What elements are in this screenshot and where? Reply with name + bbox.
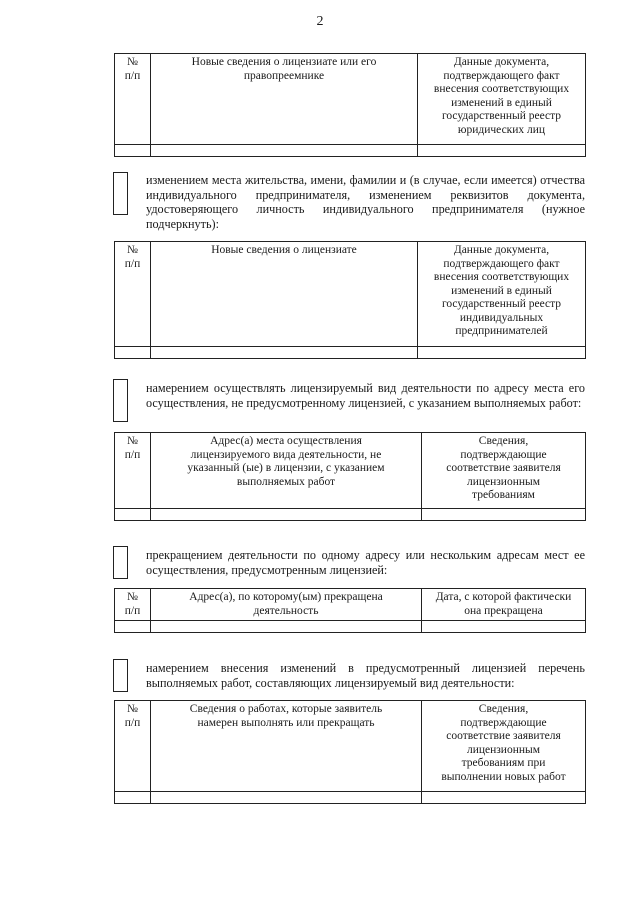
- column-header-termination-date: Дата, с которой фактически она прекращена: [422, 589, 586, 621]
- table-cell[interactable]: [115, 792, 151, 804]
- legal-entity-changes-table: [114, 53, 586, 157]
- column-header-new-info: Новые сведения о лицензиате или его правопреемнике: [151, 54, 418, 145]
- column-header-new-info: Новые сведения о лицензиате: [151, 242, 418, 347]
- table-row: [115, 347, 586, 359]
- option-checkbox-residence-change[interactable]: [113, 172, 128, 215]
- table-cell[interactable]: [115, 145, 151, 157]
- table-cell[interactable]: [151, 509, 422, 521]
- option-checkbox-new-address[interactable]: [113, 379, 128, 422]
- table-cell[interactable]: [151, 792, 422, 804]
- option-text-works-change: намерением внесения изменений в предусмотренный лицензией перечень выполняемых работ, составляющих лицензируемый вид деятельности:: [146, 661, 585, 690]
- column-header-number: № п/п: [115, 589, 151, 621]
- table-row: [115, 792, 586, 804]
- option-checkbox-termination[interactable]: [113, 546, 128, 579]
- table-header-row: [115, 589, 586, 621]
- entrepreneur-changes-table: [114, 241, 586, 359]
- column-header-document-data: Данные документа, подтверждающего факт внесения соответствующих изменений в единый государственный реестр индивидуальных предпринимателей: [418, 242, 586, 347]
- column-header-address: Адрес(а), по которому(ым) прекращена деятельность: [151, 589, 422, 621]
- table-row: [115, 509, 586, 521]
- table-cell[interactable]: [115, 621, 151, 633]
- column-header-document-data: Данные документа, подтверждающего факт внесения соответствующих изменений в единый государственный реестр юридических лиц: [418, 54, 586, 145]
- table-header-row: [115, 242, 586, 347]
- table-row: [115, 145, 586, 157]
- option-text-residence-change: изменением места жительства, имени, фамилии и (в случае, если имеется) отчества индивидуального предпринимателя, изменением реквизитов документа, удостоверяющего личность индивидуального предпринимателя (нужное подчеркнуть):: [146, 173, 585, 231]
- table-cell[interactable]: [151, 621, 422, 633]
- table-cell[interactable]: [418, 145, 586, 157]
- new-address-table: [114, 432, 586, 521]
- option-text-termination: прекращением деятельности по одному адресу или нескольким адресам мест ее осуществления, предусмотренным лицензией:: [146, 548, 585, 577]
- column-header-number: № п/п: [115, 701, 151, 792]
- column-header-address: Адрес(а) места осуществления лицензируемого вида деятельности, не указанный (ые) в лицензии, с указанием выполняемых работ: [151, 433, 422, 509]
- page-number: 2: [316, 14, 324, 29]
- column-header-compliance-info: Сведения, подтверждающие соответствие заявителя лицензионным требованиям: [422, 433, 586, 509]
- option-text-new-address: намерением осуществлять лицензируемый вид деятельности по адресу места его осуществления, не предусмотренному лицензией, с указанием выполняемых работ:: [146, 381, 585, 410]
- table-cell[interactable]: [115, 509, 151, 521]
- table-header-row: [115, 54, 586, 145]
- table-cell[interactable]: [422, 792, 586, 804]
- column-header-works-info: Сведения о работах, которые заявитель намерен выполнять или прекращать: [151, 701, 422, 792]
- option-checkbox-works-change[interactable]: [113, 659, 128, 692]
- table-cell[interactable]: [422, 621, 586, 633]
- table-row: [115, 621, 586, 633]
- table-cell[interactable]: [422, 509, 586, 521]
- column-header-number: № п/п: [115, 242, 151, 347]
- table-cell[interactable]: [418, 347, 586, 359]
- column-header-compliance-info: Сведения, подтверждающие соответствие заявителя лицензионным требованиям при выполнении новых работ: [422, 701, 586, 792]
- termination-table: [114, 588, 586, 633]
- table-cell[interactable]: [151, 145, 418, 157]
- column-header-number: № п/п: [115, 54, 151, 145]
- table-cell[interactable]: [115, 347, 151, 359]
- works-change-table: [114, 700, 586, 804]
- table-header-row: [115, 701, 586, 792]
- column-header-number: № п/п: [115, 433, 151, 509]
- table-header-row: [115, 433, 586, 509]
- table-cell[interactable]: [151, 347, 418, 359]
